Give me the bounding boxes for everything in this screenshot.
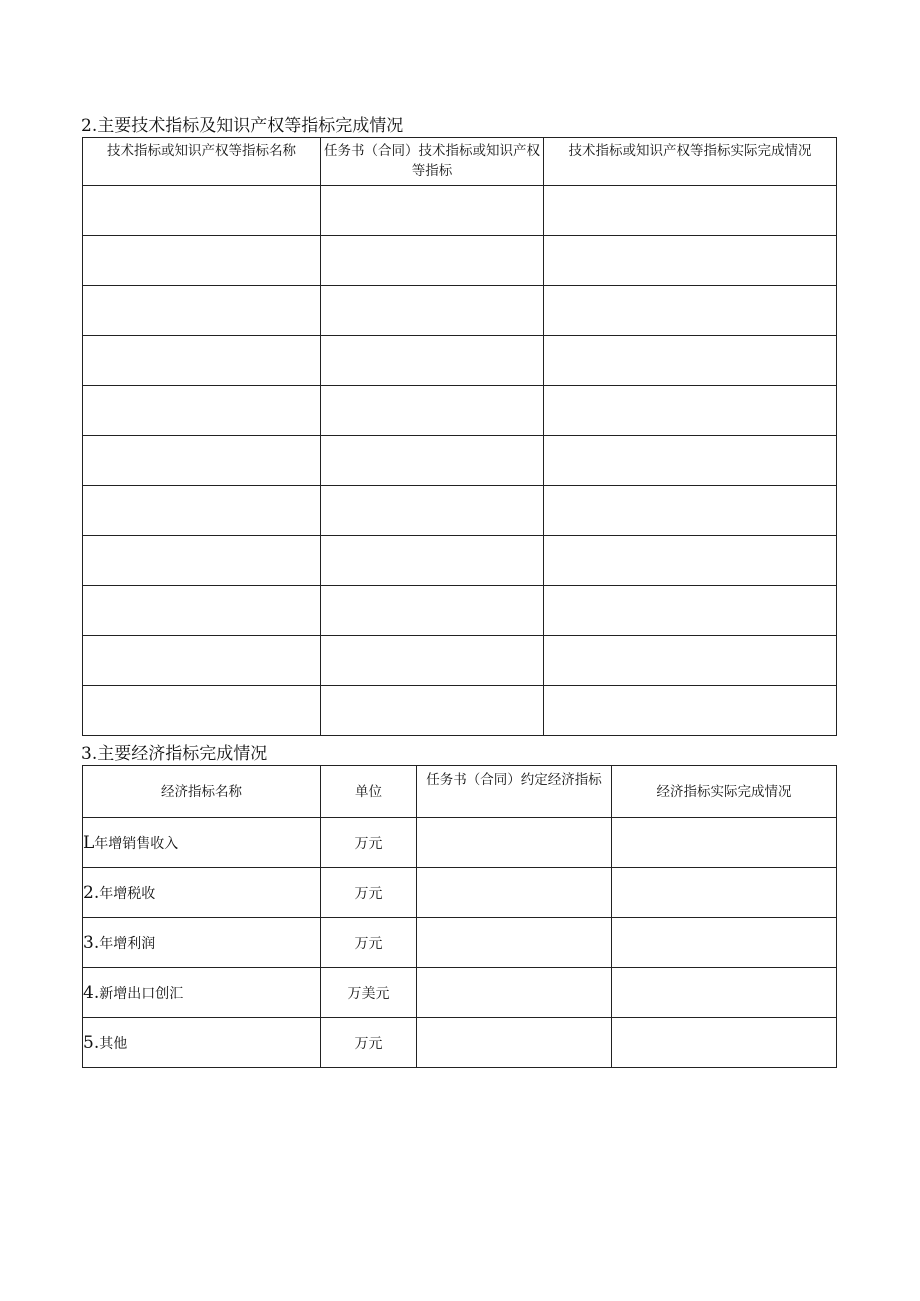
row-label: 年增销售收入 — [94, 835, 179, 852]
header-economic-name: 经济指标名称 — [83, 766, 321, 818]
table-row — [83, 636, 837, 686]
table-row — [83, 818, 837, 868]
section2-heading: 2.主要技术指标及知识产权等指标完成情况 — [81, 116, 404, 136]
header-indicator-name: 技术指标或知识产权等指标名称 — [83, 138, 321, 186]
table-cell[interactable] — [83, 486, 321, 536]
row-name-cell — [83, 1018, 321, 1068]
table-header-row — [83, 766, 837, 818]
table-row — [83, 236, 837, 286]
economic-indicator-table — [82, 765, 837, 1068]
table-cell[interactable] — [83, 336, 321, 386]
table-row — [83, 386, 837, 436]
row-number: 5. — [83, 1032, 100, 1053]
table-cell[interactable] — [321, 486, 544, 536]
table-cell[interactable] — [83, 286, 321, 336]
table-row — [83, 436, 837, 486]
section3-heading: 3.主要经济指标完成情况 — [81, 744, 268, 764]
table-row — [83, 868, 837, 918]
table-cell[interactable] — [544, 436, 837, 486]
table-cell[interactable] — [417, 868, 612, 918]
row-number: L — [83, 832, 95, 853]
table-row — [83, 968, 837, 1018]
table-row — [83, 918, 837, 968]
row-unit: 万元 — [321, 868, 417, 918]
table-cell[interactable] — [544, 686, 837, 736]
row-label: 其他 — [99, 1035, 128, 1052]
header-actual-completion: 技术指标或知识产权等指标实际完成情况 — [544, 138, 837, 186]
row-name-cell — [83, 918, 321, 968]
table-cell[interactable] — [544, 536, 837, 586]
table-row — [83, 686, 837, 736]
table-row — [83, 536, 837, 586]
table-cell[interactable] — [612, 868, 837, 918]
table-cell[interactable] — [83, 436, 321, 486]
table-cell[interactable] — [83, 186, 321, 236]
row-name-cell — [83, 968, 321, 1018]
table-cell[interactable] — [321, 236, 544, 286]
row-unit: 万元 — [321, 918, 417, 968]
row-unit: 万元 — [321, 1018, 417, 1068]
header-economic-actual: 经济指标实际完成情况 — [612, 766, 837, 818]
header-contract-indicator: 任务书（合同）技术指标或知识产权等指标 — [321, 138, 544, 186]
table-header-row — [83, 138, 837, 186]
table-cell[interactable] — [321, 186, 544, 236]
table-cell[interactable] — [321, 386, 544, 436]
table-cell[interactable] — [321, 286, 544, 336]
table-cell[interactable] — [612, 968, 837, 1018]
table-cell[interactable] — [544, 186, 837, 236]
table-row — [83, 1018, 837, 1068]
table-cell[interactable] — [612, 918, 837, 968]
table-cell[interactable] — [417, 968, 612, 1018]
row-number: 3. — [83, 932, 100, 953]
row-number: 2. — [83, 882, 100, 903]
table-row — [83, 336, 837, 386]
table-cell[interactable] — [544, 636, 837, 686]
table-cell[interactable] — [417, 918, 612, 968]
table-row — [83, 586, 837, 636]
row-label: 年增税收 — [99, 885, 156, 902]
table-cell[interactable] — [321, 436, 544, 486]
table-cell[interactable] — [321, 336, 544, 386]
table-row — [83, 486, 837, 536]
table-cell[interactable] — [544, 336, 837, 386]
table-cell[interactable] — [417, 1018, 612, 1068]
row-label: 新增出口创汇 — [99, 985, 184, 1002]
header-unit: 单位 — [321, 766, 417, 818]
table-cell[interactable] — [321, 586, 544, 636]
row-name-cell — [83, 818, 321, 868]
table-cell[interactable] — [544, 286, 837, 336]
table-cell[interactable] — [83, 386, 321, 436]
table-cell[interactable] — [612, 818, 837, 868]
row-unit: 万美元 — [321, 968, 417, 1018]
table-cell[interactable] — [83, 636, 321, 686]
row-unit: 万元 — [321, 818, 417, 868]
row-name-cell — [83, 868, 321, 918]
table-cell[interactable] — [83, 686, 321, 736]
table-cell[interactable] — [612, 1018, 837, 1068]
table-cell[interactable] — [83, 586, 321, 636]
table-cell[interactable] — [83, 536, 321, 586]
table-row — [83, 286, 837, 336]
table-cell[interactable] — [321, 636, 544, 686]
row-label: 年增利润 — [99, 935, 156, 952]
header-contract-economic: 任务书（合同）约定经济指标 — [417, 766, 612, 818]
tech-indicator-table — [82, 137, 837, 736]
table-cell[interactable] — [544, 486, 837, 536]
row-number: 4. — [83, 982, 100, 1003]
table-cell[interactable] — [417, 818, 612, 868]
table-cell[interactable] — [544, 236, 837, 286]
table-cell[interactable] — [83, 236, 321, 286]
table-row — [83, 186, 837, 236]
table-cell[interactable] — [544, 386, 837, 436]
table-cell[interactable] — [321, 686, 544, 736]
table-cell[interactable] — [544, 586, 837, 636]
table-cell[interactable] — [321, 536, 544, 586]
